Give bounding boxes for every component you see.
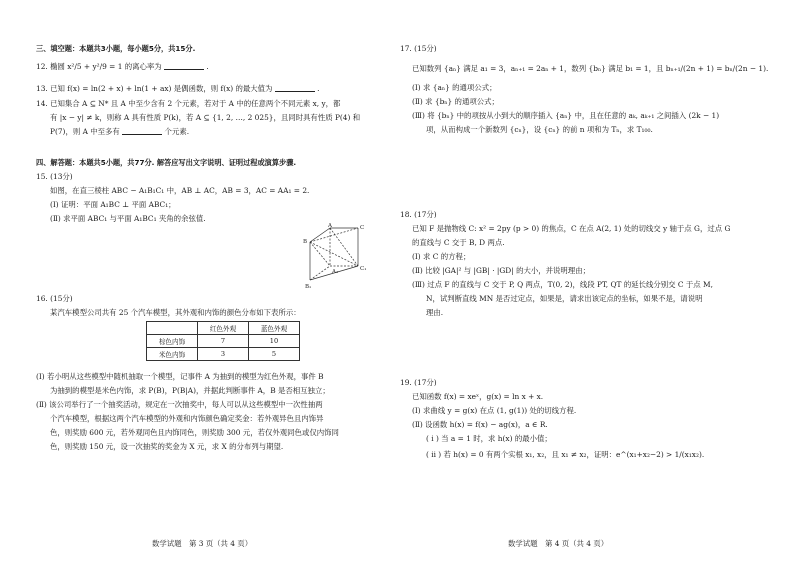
vertex-label-A: A [328, 223, 332, 229]
question-15-head: 15. (13分) [36, 172, 73, 181]
question-12: 12. 椭圆 x²/5 + y²/9 = 1 的离心率为 . [36, 62, 209, 71]
question-16-part1-line2: 为抽到的模型是米色内饰，求 P(B)，P(B|A)，并据此判断事件 A，B 是否相互独立； [50, 386, 330, 395]
question-16-part2-line1: (Ⅱ) 该公司举行了一个抽奖活动，规定在一次抽奖中，每人可以从这些模型中一次性抽两 [36, 400, 323, 409]
table-row [147, 335, 300, 348]
question-17-part2: (Ⅱ) 求 {bₙ} 的通项公式； [412, 97, 499, 106]
question-18-line2: 的直线与 C 交于 B, D 两点. [412, 238, 505, 247]
question-19-head: 19. (17分) [400, 378, 437, 387]
table-header-row [147, 322, 300, 335]
question-17-line1: 已知数列 {aₙ} 满足 a₁ = 3，aₙ₊₁ = 2aₙ + 1，数列 {bₙ} 满足 b₁ = 1，且 bₙ₊₁/(2n + 1) = bₙ/(2n − 1). [412, 64, 769, 73]
page-footer-right: 数学试题 第 4 页（共 4 页） [508, 539, 609, 548]
answer-blank [275, 84, 315, 92]
question-16-line1: 某汽车模型公司共有 25 个汽车模型，其外观和内饰的颜色分布如下表所示： [50, 308, 301, 317]
section-4-heading: 四、解答题：本题共5小题，共77分. 解答应写出文字说明、证明过程或演算步骤. [36, 158, 297, 167]
question-18-part1: (Ⅰ) 求 C 的方程； [412, 252, 471, 261]
question-14-line1: 14. 已知集合 A ⊆ N* 且 A 中至少含有 2 个元素，若对于 A 中的任意两个不同元素 x, y，都 [36, 99, 341, 108]
question-18-head: 18. (17分) [400, 210, 437, 219]
table-cell: 3 [198, 348, 249, 361]
question-15-line1: 如图，在直三棱柱 ABC − A₁B₁C₁ 中，AB ⊥ AC，AB = 3，AC = AA₁ = 2. [50, 186, 310, 195]
color-distribution-table [146, 321, 300, 361]
vertex-label-B: B [303, 239, 308, 245]
question-16-head: 16. (15分) [36, 294, 73, 303]
table-row [147, 348, 300, 361]
vertex-label-B1: B₁ [305, 284, 312, 290]
answer-blank [164, 62, 204, 70]
table-cell: 棕色内饰 [147, 335, 198, 348]
edge-BC [310, 228, 358, 242]
question-19-line1: 已知函数 f(x) = xeˣ，g(x) = ln x + x. [412, 392, 544, 401]
table-header-cell: 蓝色外观 [249, 322, 300, 335]
question-17-part1: (Ⅰ) 求 {aₙ} 的通项公式； [412, 83, 497, 92]
vertex-label-A1: A₁ [332, 269, 339, 275]
edge-BA1 [310, 242, 330, 266]
question-17-head: 17. (15分) [400, 44, 437, 53]
page-footer-left: 数学试题 第 3 页（共 4 页） [152, 539, 253, 548]
table-cell: 7 [198, 335, 249, 348]
section-3-heading: 三、填空题：本题共3小题，每小题5分，共15分. [36, 44, 196, 53]
question-16-part2-line2: 个汽车模型，根据这两个汽车模型的外观和内饰颜色确定奖金：若外观异色且内饰异 [50, 414, 324, 423]
question-18-line1: 已知 F 是抛物线 C: x² = 2py (p > 0) 的焦点，C 在点 A(2, 1) 处的切线交 y 轴于点 G，过点 G [412, 224, 731, 233]
edge-B1A1 [310, 266, 330, 280]
question-19-part2-ii: ( ⅱ ) 若 h(x) = 0 有两个实根 x₁, x₂，且 x₁ ≠ x₂，证明：e^(x₁+x₂−2) > 1/(x₁x₂). [426, 450, 705, 459]
question-15-part1: (Ⅰ) 证明：平面 A₁BC ⊥ 平面 ABC₁； [50, 200, 176, 209]
table-header-cell [147, 322, 198, 335]
question-18-part3-line3: 理由. [426, 308, 444, 317]
question-16-part1-line1: (Ⅰ) 若小明从这些模型中随机抽取一个模型，记事件 A 为抽到的模型为红色外观，事件 B [36, 372, 324, 381]
question-19-part1: (Ⅰ) 求曲线 y = g(x) 在点 (1, g(1)) 处的切线方程. [412, 406, 577, 415]
table-cell: 5 [249, 348, 300, 361]
question-13: 13. 已知 f(x) = ln(2 + x) + ln(1 + ax) 是偶函数，则 f(x) 的最大值为 . [36, 84, 320, 93]
vertex-label-C1: C₁ [360, 266, 367, 272]
question-17-part3-line1: (Ⅲ) 将 {bₙ} 中的项按从小到大的顺序插入 {aₙ} 中，且在任意的 aₖ, aₖ₊₁ 之间插入 (2k − 1) [412, 111, 720, 120]
edge-BC1 [310, 242, 358, 266]
question-17-part3-line2: 项，从而构成一个新数列 {cₙ}，设 {cₙ} 的前 n 项和为 Tₙ，求 T₁₀₀. [426, 125, 653, 134]
answer-blank [122, 127, 162, 135]
vertex-label-C: C [360, 225, 365, 231]
table-cell: 10 [249, 335, 300, 348]
question-16-part2-line3: 色，则奖励 600 元，若外观同色且内饰同色，则奖励 300 元，若仅外观同色或仅内饰同 [50, 428, 339, 437]
table-header-cell: 红色外观 [198, 322, 249, 335]
question-18-part2: (Ⅱ) 比较 |GA|² 与 |GB| · |GD| 的大小，并说明理由； [412, 266, 590, 275]
table-cell: 米色内饰 [147, 348, 198, 361]
question-18-part3-line2: N，试判断直线 MN 是否过定点，如果是，请求出该定点的坐标，如果不是，请说明 [426, 294, 703, 303]
question-19-part2-i: ( ⅰ ) 当 a = 1 时，求 h(x) 的最小值； [426, 434, 552, 443]
question-16-part2-line4: 色，则奖励 150 元，设一次抽奖的奖金为 X 元，求 X 的分布列与期望. [50, 442, 284, 451]
question-14-line3: P(7)，则 A 中至多有 个元素. [50, 127, 190, 136]
edge-BA [310, 228, 330, 242]
right-page [400, 0, 800, 579]
question-15-part2: (Ⅱ) 求平面 ABC₁ 与平面 A₁BC₁ 夹角的余弦值. [50, 214, 206, 223]
edge-AC1 [330, 228, 358, 266]
question-18-part3-line1: (Ⅲ) 过点 F 的直线与 C 交于 P, Q 两点，T(0, 2)，线段 PT, QT 的延长线分别交 C 于点 M, [412, 280, 713, 289]
question-14-line2: 有 |x − y| ≠ k，则称 A 具有性质 P(k)，若 A ⊆ {1, 2, …, 2 025}，且同时具有性质 P(4) 和 [50, 113, 361, 122]
prism-figure [296, 222, 370, 290]
question-19-part2: (Ⅱ) 设函数 h(x) = f(x) − ag(x)，a ∈ R. [412, 420, 548, 429]
